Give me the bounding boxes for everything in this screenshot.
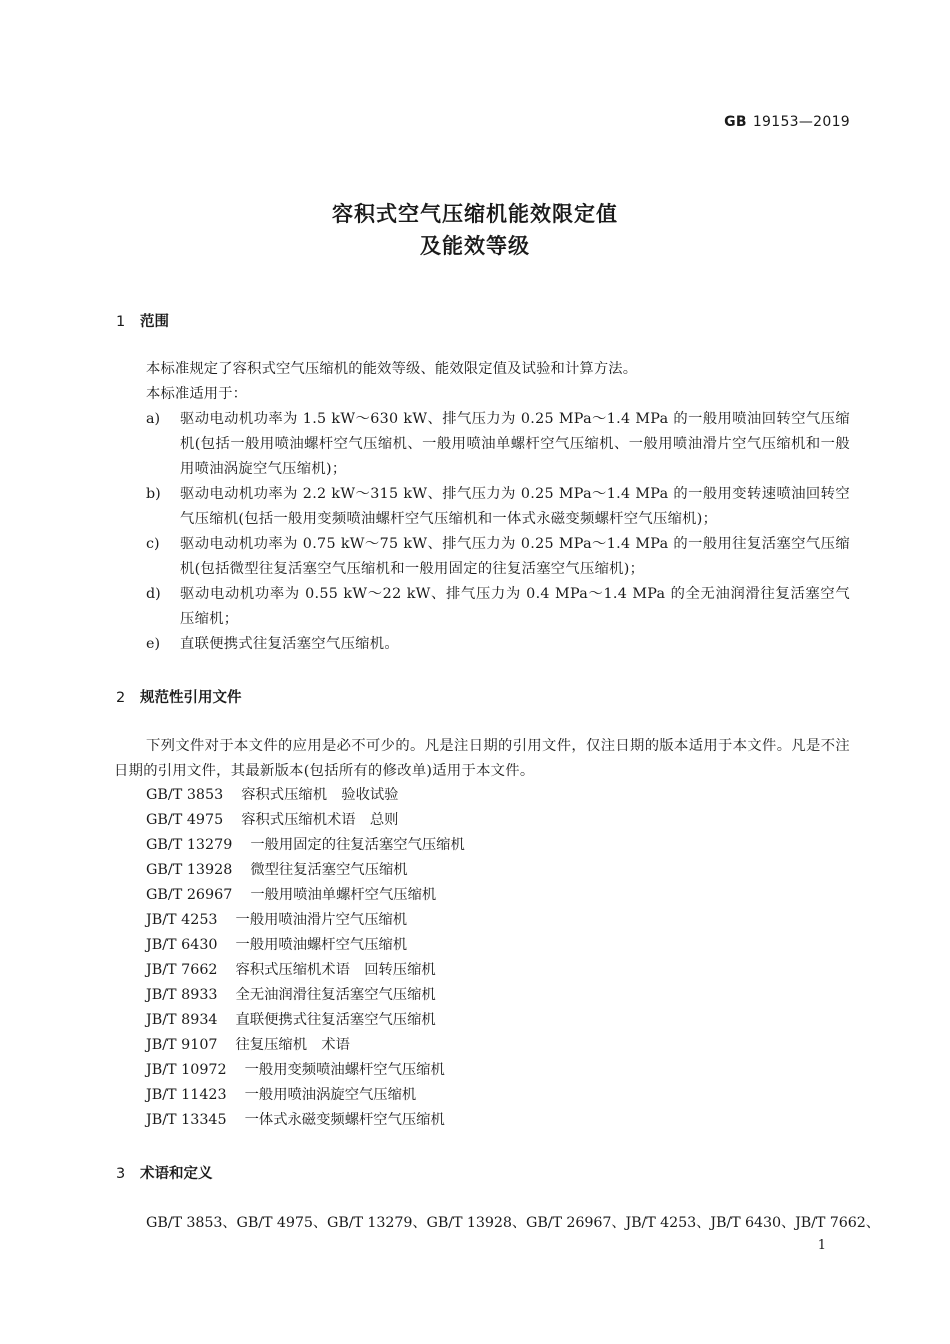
- reference-title: 一般用固定的往复活塞空气压缩机: [250, 837, 465, 853]
- reference-code: JB/T 13345: [146, 1112, 227, 1128]
- reference-item: [146, 1109, 445, 1129]
- scope-item-a: a) 驱动电动机功率为 1.5 kW～630 kW、排气压力为 0.25 MPa～1.4 MPa 的一般用喷油回转空气压缩机(包括一般用喷油螺杆空气压缩机、一般用喷油单螺杆空气压缩机、一般用喷油滑片空气压缩机和一般用喷油涡旋空气压缩机)；: [146, 411, 850, 477]
- reference-title: 一般用喷油滑片空气压缩机: [235, 912, 408, 928]
- reference-code: GB/T 3853: [146, 787, 224, 803]
- reference-item: [146, 784, 398, 804]
- standard-number: GB 19153—2019: [724, 114, 850, 130]
- reference-code: GB/T 4975: [146, 812, 224, 828]
- reference-code: JB/T 7662: [146, 962, 218, 978]
- reference-item: [146, 859, 408, 879]
- reference-item: [146, 984, 436, 1004]
- scope-paragraph: 本标准规定了容积式空气压缩机的能效等级、能效限定值及试验和计算方法。: [146, 361, 638, 377]
- page-number: 1: [817, 1238, 826, 1253]
- reference-code: GB/T 13279: [146, 837, 233, 853]
- reference-item: [146, 934, 407, 954]
- scope-applies-to: 本标准适用于：: [146, 386, 248, 402]
- reference-item: [146, 1059, 445, 1079]
- reference-code: GB/T 13928: [146, 862, 233, 878]
- scope-item-b: b) 驱动电动机功率为 2.2 kW～315 kW、排气压力为 0.25 MPa～1.4 MPa 的一般用变转速喷油回转空气压缩机(包括一般用变频喷油螺杆空气压缩机和一体式永磁变频螺杆空气压缩机)；: [146, 486, 850, 527]
- reference-title: 全无油润滑往复活塞空气压缩机: [235, 987, 436, 1003]
- reference-title: 一体式永磁变频螺杆空气压缩机: [244, 1112, 445, 1128]
- section-heading-normative-references: 2 规范性引用文件: [116, 690, 242, 706]
- reference-item: [146, 884, 436, 904]
- reference-code: GB/T 26967: [146, 887, 233, 903]
- reference-item: [146, 834, 465, 854]
- reference-title: 容积式压缩机 验收试验: [241, 787, 399, 803]
- terms-reference-line: GB/T 3853、GB/T 4975、GB/T 13279、GB/T 13928、GB/T 26967、JB/T 4253、JB/T 6430、JB/T 7662、: [146, 1215, 880, 1231]
- reference-title: 容积式压缩机术语 回转压缩机: [235, 962, 436, 978]
- reference-item: [146, 1009, 436, 1029]
- scope-item-c: c) 驱动电动机功率为 0.75 kW～75 kW、排气压力为 0.25 MPa～1.4 MPa 的一般用往复活塞空气压缩机(包括微型往复活塞空气压缩机和一般用固定的往复活塞空气压缩机)；: [146, 536, 850, 577]
- scope-item-d: d) 驱动电动机功率为 0.55 kW～22 kW、排气压力为 0.4 MPa～1.4 MPa 的全无油润滑往复活塞空气压缩机；: [146, 586, 850, 627]
- reference-title: 微型往复活塞空气压缩机: [250, 862, 408, 878]
- reference-title: 往复压缩机 术语: [235, 1037, 350, 1053]
- reference-code: JB/T 6430: [146, 937, 218, 953]
- normative-intro-paragraph: 下列文件对于本文件的应用是必不可少的。凡是注日期的引用文件，仅注日期的版本适用于本文件。凡是不注日期的引用文件，其最新版本(包括所有的修改单)适用于本文件。: [114, 738, 850, 779]
- reference-item: [146, 1084, 416, 1104]
- reference-title: 容积式压缩机术语 总则: [241, 812, 399, 828]
- reference-code: JB/T 8934: [146, 1012, 218, 1028]
- reference-title: 一般用喷油单螺杆空气压缩机: [250, 887, 437, 903]
- reference-code: JB/T 10972: [146, 1062, 227, 1078]
- reference-code: JB/T 4253: [146, 912, 218, 928]
- reference-code: JB/T 11423: [146, 1087, 227, 1103]
- reference-item: [146, 1034, 350, 1054]
- scope-item-e: e) 直联便携式往复活塞空气压缩机。: [146, 636, 399, 652]
- section-heading-scope: 1 范围: [116, 314, 169, 330]
- section-heading-terms: 3 术语和定义: [116, 1166, 213, 1182]
- reference-item: [146, 909, 407, 929]
- reference-title: 直联便携式往复活塞空气压缩机: [235, 1012, 436, 1028]
- document-title-line2: 及能效等级: [420, 234, 530, 258]
- reference-title: 一般用喷油涡旋空气压缩机: [244, 1087, 417, 1103]
- reference-code: JB/T 8933: [146, 987, 218, 1003]
- reference-item: [146, 959, 436, 979]
- document-title-line1: 容积式空气压缩机能效限定值: [332, 202, 618, 226]
- reference-title: 一般用变频喷油螺杆空气压缩机: [244, 1062, 445, 1078]
- reference-code: JB/T 9107: [146, 1037, 218, 1053]
- reference-title: 一般用喷油螺杆空气压缩机: [235, 937, 408, 953]
- reference-item: [146, 809, 398, 829]
